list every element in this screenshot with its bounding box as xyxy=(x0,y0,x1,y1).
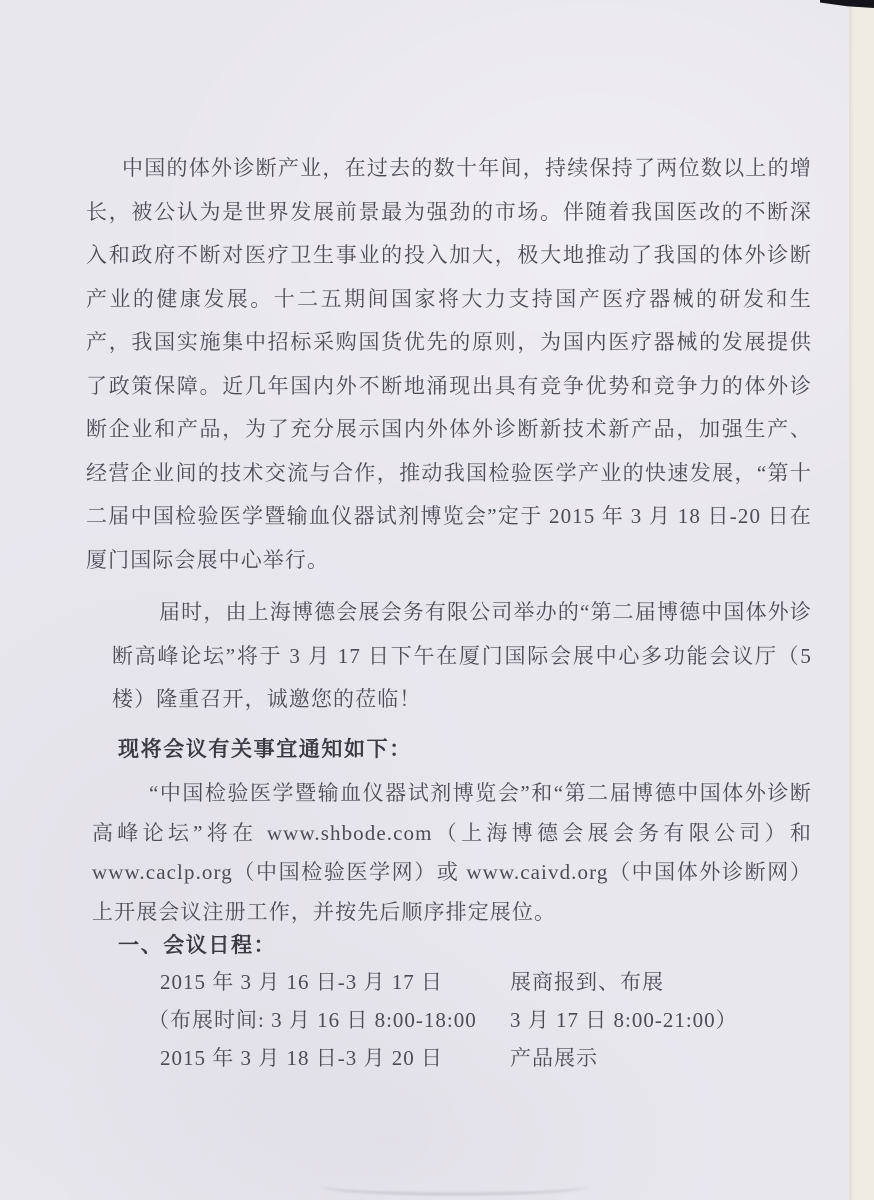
schedule-row xyxy=(148,1004,812,1042)
page-bottom-crease xyxy=(320,1186,590,1195)
paragraph-forum-invitation: 届时，由上海博德会展会务有限公司举办的“第二届博德中国体外诊断高峰论坛”将于 3 月 17 日下午在厦门国际会展中心多功能会议厅（5 楼）隆重召开，诚邀您的莅临！ xyxy=(112,600,812,711)
schedule-setup-time: （布展时间: 3 月 16 日 8:00-18:00 xyxy=(148,1008,477,1032)
schedule-date-range: 2015 年 3 月 18 日-3 月 20 日 xyxy=(160,1046,443,1070)
schedule-row xyxy=(160,966,812,1004)
scanner-corner-mark xyxy=(820,0,874,8)
schedule-activity: 产品展示 xyxy=(510,1046,598,1070)
heading-agenda: 一、会议日程： xyxy=(118,933,277,957)
schedule-date-range: 2015 年 3 月 16 日-3 月 17 日 xyxy=(160,970,443,994)
heading-notice: 现将会议有关事宜通知如下： xyxy=(118,737,412,761)
paragraph-registration-websites: “中国检验医学暨输血仪器试剂博览会”和“第二届博德中国体外诊断高峰论坛”将在 www.shbode.com（上海博德会展会务有限公司）和 www.caclp.org（中国检验医学网）或 www.caivd.org（中国体外诊断网）上开展会议注册工作，并按先后顺序排定展位。 xyxy=(92,781,812,924)
schedule-list xyxy=(148,966,812,1080)
schedule-activity: 展商报到、布展 xyxy=(510,970,664,994)
paragraph-intro: 中国的体外诊断产业，在过去的数十年间，持续保持了两位数以上的增长，被公认为是世界发展前景最为强劲的市场。伴随着我国医改的不断深入和政府不断对医疗卫生事业的投入加大，极大地推动了我国的体外诊断产业的健康发展。十二五期间国家将大力支持国产医疗器械的研发和生产，我国实施集中招标采购国货优先的原则，为国内医疗器械的发展提供了政策保障。近几年国内外不断地涌现出具有竞争优势和竞争力的体外诊断企业和产品，为了充分展示国内外体外诊断新技术新产品，加强生产、经营企业间的技术交流与合作，推动我国检验医学产业的快速发展，“第十二届中国检验医学暨输血仪器试剂博览会”定于 2015 年 3 月 18 日-20 日在厦门国际会展中心举行。 xyxy=(86,156,812,572)
schedule-setup-time-continued: 3 月 17 日 8:00-21:00） xyxy=(510,1008,738,1032)
schedule-row xyxy=(160,1042,812,1080)
scanner-edge-strip xyxy=(849,0,874,1200)
